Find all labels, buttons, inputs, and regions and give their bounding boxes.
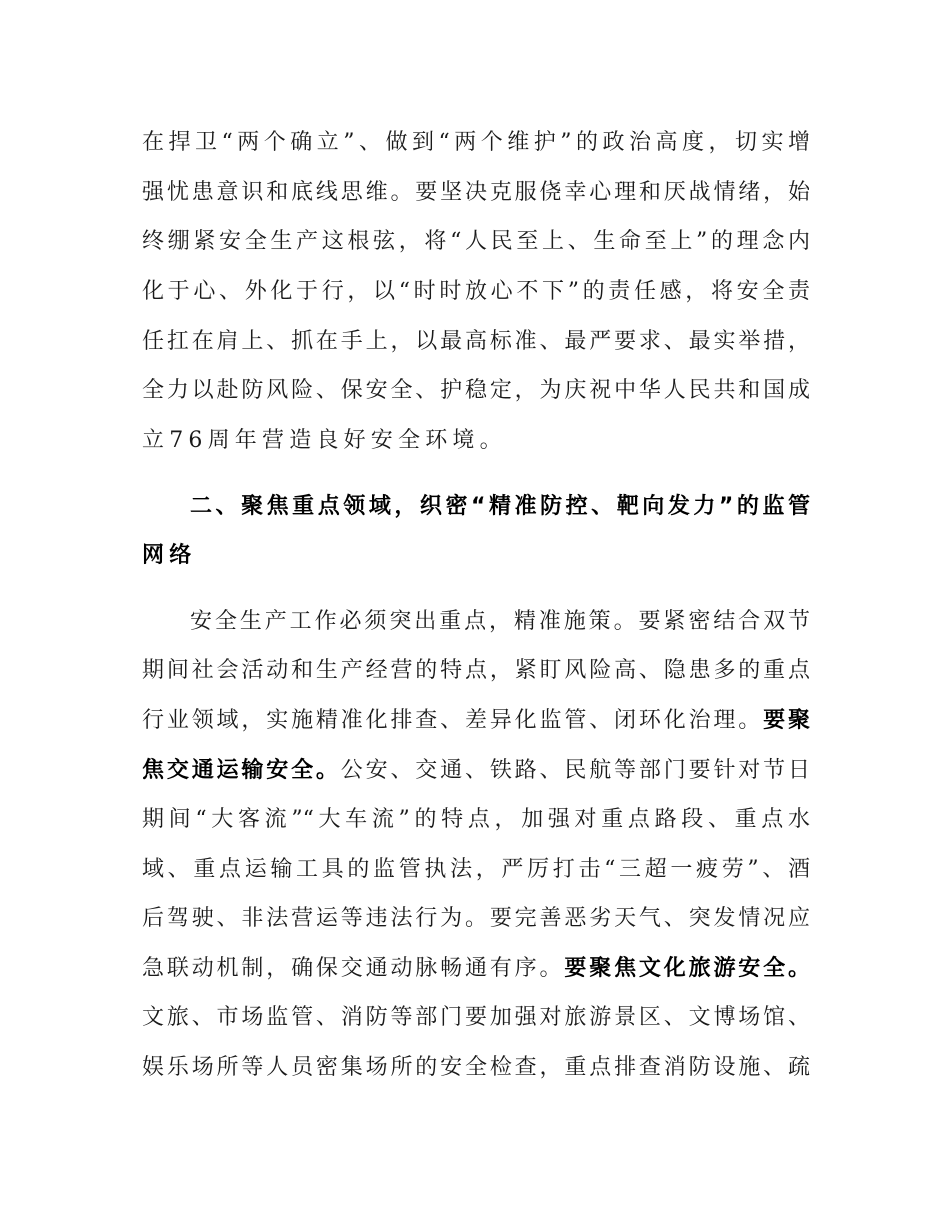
text-run: 在捍卫“两个确立”、做到“两个维护”的政治高度，切实增 (142, 130, 810, 155)
text-run: 行业领域，实施精准化排查、差异化监管、闭环化治理。 (142, 708, 764, 733)
text-line (142, 178, 810, 208)
text-run: 文旅、市场监管、消防等部门要加强对旅游景区、文博场馆、 (142, 1005, 810, 1030)
text-line (142, 954, 810, 984)
text-run: 安全生产工作必须突出重点，精准施策。要紧密结合双节 (190, 609, 810, 634)
text-run: 域、重点运输工具的监管执法，严厉打击“三超一疲劳”、酒 (142, 857, 810, 882)
text-line (142, 805, 810, 835)
text-line (142, 277, 810, 307)
text-line (142, 1053, 810, 1083)
text-line (142, 706, 810, 736)
emphasis-text: 焦交通运输安全。 (142, 758, 341, 783)
text-run: 急联动机制，确保交通动脉畅通有序。 (142, 956, 565, 981)
text-run: 强忧患意识和底线思维。要坚决克服侥幸心理和厌战情绪，始 (142, 180, 810, 205)
heading-text: 网络 (142, 543, 197, 568)
text-run: 后驾驶、非法营运等违法行为。要完善恶劣天气、突发情况应 (142, 906, 810, 931)
text-line (142, 128, 810, 158)
text-line (142, 327, 810, 357)
text-line (190, 607, 810, 637)
text-line (142, 756, 810, 786)
text-run: 娱乐场所等人员密集场所的安全检查，重点排查消防设施、疏 (142, 1055, 810, 1080)
heading-text: 二、聚焦重点领域，织密“精准防控、靶向发力”的监管 (190, 494, 810, 519)
text-run: 任扛在肩上、抓在手上，以最高标准、最严要求、最实举措， (142, 329, 810, 354)
text-line (142, 227, 810, 257)
emphasis-text: 要聚焦文化旅游安全。 (564, 956, 810, 981)
heading-line (142, 541, 810, 571)
text-line (142, 426, 810, 456)
text-line (142, 1003, 810, 1033)
heading-line (190, 492, 810, 522)
text-run: 期间社会活动和生产经营的特点，紧盯风险高、隐患多的重点 (142, 658, 810, 683)
text-line (142, 656, 810, 686)
text-line (142, 855, 810, 885)
emphasis-text: 要聚 (763, 708, 810, 733)
text-run: 终绷紧安全生产这根弦，将“人民至上、生命至上”的理念内 (142, 229, 810, 254)
text-run: 化于心、外化于行，以“时时放心不下”的责任感，将安全责 (142, 279, 810, 304)
text-run: 立76周年营造良好安全环境。 (142, 428, 507, 453)
text-line (142, 904, 810, 934)
text-line (142, 376, 810, 406)
text-run: 全力以赴防风险、保安全、护稳定，为庆祝中华人民共和国成 (142, 378, 810, 403)
text-run: 公安、交通、铁路、民航等部门要针对节日 (340, 758, 810, 783)
text-run: 期间“大客流”“大车流”的特点，加强对重点路段、重点水 (142, 807, 810, 832)
